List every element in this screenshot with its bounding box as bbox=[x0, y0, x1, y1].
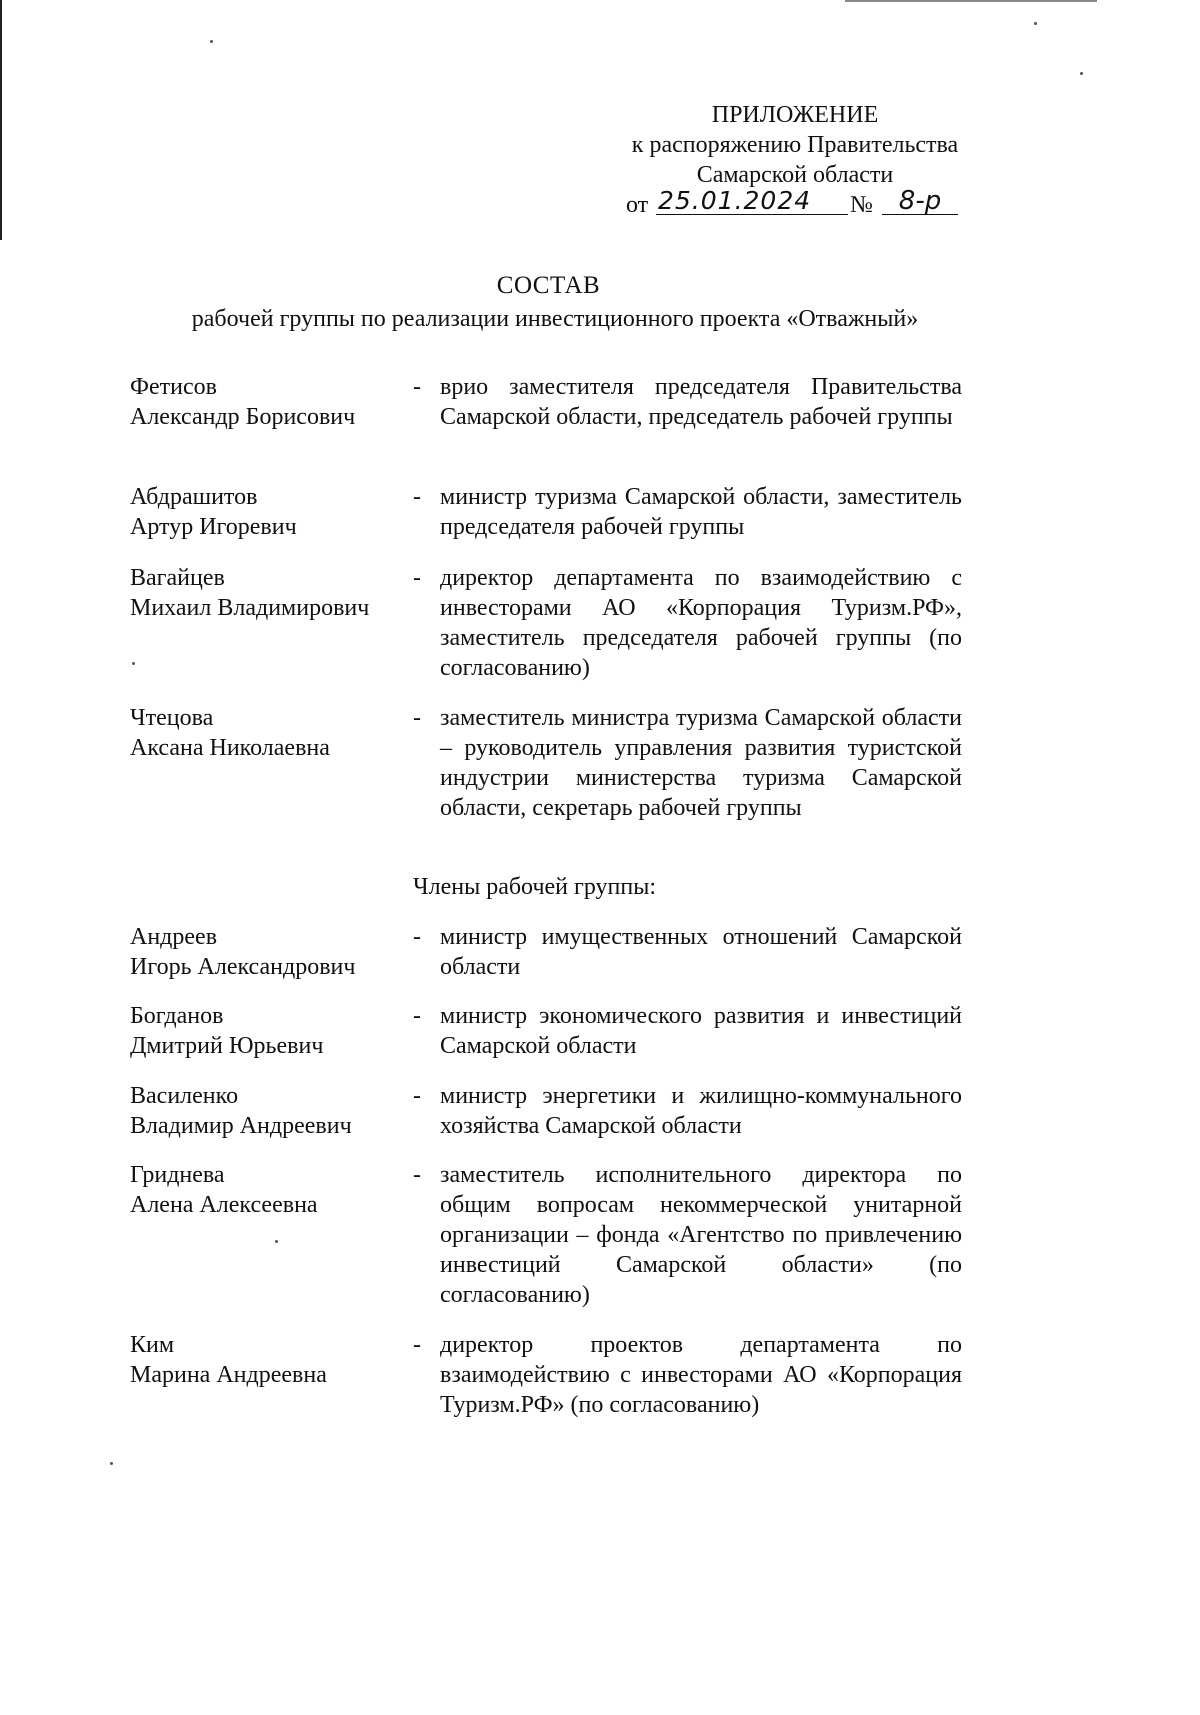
scan-speck bbox=[1080, 72, 1083, 75]
person-name bbox=[130, 1330, 410, 1390]
given-name: Артур Игоревич bbox=[130, 514, 297, 540]
scan-top-edge bbox=[845, 0, 1097, 2]
appendix-line: Самарской области bbox=[696, 162, 894, 188]
person-name bbox=[130, 563, 410, 623]
surname: Гриднева bbox=[130, 1162, 225, 1188]
surname: Вагайцев bbox=[130, 565, 225, 591]
person-role: заместитель исполнительного директора по общим вопросам некоммерческой унитарной организации – фонда «Агентство по привлечению инвестиций Самарской области» (по согласованию) bbox=[440, 1162, 962, 1308]
handwritten-date: 25.01.2024 bbox=[656, 186, 848, 215]
given-name: Михаил Владимирович bbox=[130, 595, 370, 621]
members-heading: Члены рабочей группы: bbox=[413, 874, 657, 900]
dash: - bbox=[413, 1003, 421, 1029]
person-role: заместитель министра туризма Самарской области – руководитель управления развития туристской индустрии министерства туризма Самарской области, секретарь рабочей группы bbox=[440, 705, 962, 821]
surname: Ким bbox=[130, 1332, 175, 1358]
document-title: СОСТАВ bbox=[496, 272, 601, 299]
dash: - bbox=[413, 924, 421, 950]
person-role: директор проектов департамента по взаимодействию с инвесторами АО «Корпорация Туризм.РФ» (по согласованию) bbox=[440, 1332, 962, 1418]
dash: - bbox=[413, 1332, 421, 1358]
person-name bbox=[130, 1001, 410, 1061]
given-name: Игорь Александрович bbox=[130, 954, 356, 980]
person-role: министр туризма Самарской области, заместитель председателя рабочей группы bbox=[440, 484, 962, 540]
person-role: министр имущественных отношений Самарской области bbox=[440, 924, 962, 980]
person-name bbox=[130, 1160, 410, 1220]
person-role: министр экономического развития и инвестиций Самарской области bbox=[440, 1003, 962, 1059]
scan-speck bbox=[275, 1240, 278, 1243]
dash: - bbox=[413, 565, 421, 591]
number-label: № bbox=[850, 192, 873, 218]
surname: Богданов bbox=[130, 1003, 224, 1029]
surname: Абдрашитов bbox=[130, 484, 258, 510]
given-name: Александр Борисович bbox=[130, 404, 356, 430]
person-name bbox=[130, 703, 410, 763]
scan-left-edge bbox=[0, 0, 2, 240]
person-name bbox=[130, 922, 410, 982]
given-name: Владимир Андреевич bbox=[130, 1113, 352, 1139]
from-label: от bbox=[626, 192, 649, 218]
surname: Василенко bbox=[130, 1083, 239, 1109]
appendix-line: к распоряжению Правительства bbox=[631, 132, 959, 158]
surname: Чтецова bbox=[130, 705, 214, 731]
given-name: Алена Алексеевна bbox=[130, 1192, 318, 1218]
document-subtitle: рабочей группы по реализации инвестиционного проекта «Отважный» bbox=[191, 306, 919, 332]
person-name bbox=[130, 1081, 410, 1141]
appendix-title: ПРИЛОЖЕНИЕ bbox=[711, 102, 879, 128]
dash: - bbox=[413, 1162, 421, 1188]
given-name: Марина Андреевна bbox=[130, 1362, 327, 1388]
appendix-header bbox=[600, 100, 990, 190]
surname: Андреев bbox=[130, 924, 218, 950]
surname: Фетисов bbox=[130, 374, 217, 400]
dash: - bbox=[413, 484, 421, 510]
person-name bbox=[130, 372, 410, 432]
person-role: министр энергетики и жилищно-коммунального хозяйства Самарской области bbox=[440, 1083, 962, 1139]
scan-speck bbox=[1034, 22, 1037, 25]
decree-date-line bbox=[626, 186, 966, 224]
scan-speck bbox=[110, 1462, 113, 1465]
dash: - bbox=[413, 705, 421, 731]
dash: - bbox=[413, 1083, 421, 1109]
dash: - bbox=[413, 374, 421, 400]
person-role: директор департамента по взаимодействию с инвесторами АО «Корпорация Туризм.РФ», заместитель председателя рабочей группы (по согласованию) bbox=[440, 565, 962, 681]
scan-speck bbox=[132, 662, 135, 665]
person-name bbox=[130, 482, 410, 542]
scan-speck bbox=[210, 40, 213, 43]
person-role: врио заместителя председателя Правительства Самарской области, председатель рабочей группы bbox=[440, 374, 962, 430]
handwritten-number: 8-р bbox=[882, 186, 958, 215]
given-name: Дмитрий Юрьевич bbox=[130, 1033, 324, 1059]
given-name: Аксана Николаевна bbox=[130, 735, 330, 761]
